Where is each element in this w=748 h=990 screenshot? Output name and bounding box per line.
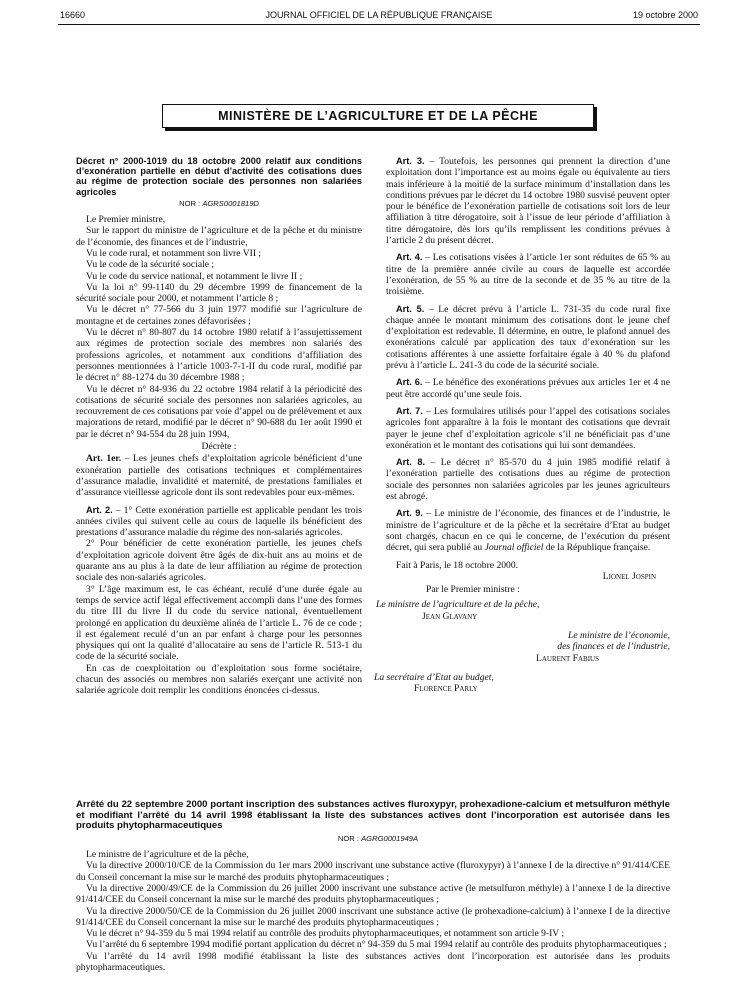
- intro-line: Vu le code rural, et notamment son livre VII ;: [86, 248, 262, 259]
- signatory-eco-title: Le ministre de l’économie,: [568, 629, 670, 641]
- intro-line: Sur le rapport du ministre de l’agriculture et de la pêche et du ministre de l’économie, des finances et de l’industrie,: [76, 225, 362, 248]
- signatory-pm: Lionel Jospin: [602, 570, 656, 582]
- arrete-paragraph: Vu la directive 2000/49/CE de la Commission du 26 juillet 2000 inscrivant une substance active (le metsulfuron méthyle) à l’annexe I de la directive 91/414/CEE du Conseil concernant la mise sur le marché des produits phytopharmaceutiques ;: [76, 882, 670, 906]
- header-rule: [58, 24, 700, 25]
- article-5: Art. 5. – Le décret prévu à l’article L. 731-35 du code rural fixe chaque année le montant minimum des cotisations dont le jeune chef d’exploitation est redevable. Il détermine, en outre, le plafond annuel des exonérations calculé par application des taux d’exonération sur les cotisations afférentes à une assiette forfaitaire égale à 40 % du plafond prévu à l’article L. 241-3 du code de la sécurité sociale.: [386, 303, 670, 372]
- page-header: [60, 8, 698, 22]
- intro-line: Vu la loi n° 99-1140 du 29 décembre 1999 de financement de la sécurité sociale pour 2000, et notamment l’article 8 ;: [76, 281, 362, 305]
- right-column: [374, 156, 670, 695]
- signature-date: Fait à Paris, le 18 octobre 2000.: [396, 559, 519, 571]
- intro-line: Vu le décret n° 84-936 du 22 octobre 1984 relatif à la périodicité des cotisations de sécurité sociale des personnes non salariées agricoles, au recouvrement de ces cotisations par voie d’appel ou de prélèvement et aux majorations de retard, modifié par le décret n° 90-688 du 1er août 1990 et par le décret n° 94-554 du 28 juin 1994,: [76, 383, 362, 440]
- intro-line: Vu le code de la sécurité sociale ;: [86, 259, 215, 271]
- decree-nor: NOR : AGRS0001819D: [179, 198, 259, 208]
- article-3: Art. 3. – Toutefois, les personnes qui prennent la direction d’une exploitation dont l’importance est au moins égale ou équivalente au tiers mais inférieure à la moitié de la surface minimum d’installation dans les conditions prévues par le décret du 14 octobre 1980 susvisé peuvent opter pour le bénéfice de l’exonération partielle de cotisations soit lors de leur affiliation à titre dérogatoire, soit à l’issue de leur période d’affiliation à titre dérogatoire, dès lors qu’ils remplissent les conditions prévues à l’article 2 du présent décret.: [386, 156, 670, 247]
- arrete-paragraph: Vu l’arrêté du 14 avril 1998 modifié établissant la liste des substances actives dont l’incorporation est autorisée dans les produits phytopharmaceutiques.: [76, 950, 670, 974]
- left-column: [76, 156, 362, 697]
- article-2: Art. 2. – 1° Cette exonération partielle est applicable pendant les trois années civiles qui suivent celle au cours de laquelle ils bénéficient des prestations d’assurance maladie du régime des non-salariés agricoles.: [76, 504, 362, 539]
- article-2-paragraph: En cas de coexploitation ou d’exploitation sous forme sociétaire, chacun des associés ou membres non salariés exerçant une activité non salariée agricole doit remplir les conditions énoncées ci-dessus.: [76, 662, 362, 697]
- signatory-eco-title: des finances et de l’industrie,: [557, 641, 670, 653]
- intro-line: Vu le décret n° 80-807 du 14 octobre 1980 relatif à l’assujettissement aux régimes de protection sociale des membres non salariés des professions agricoles, et notamment aux conditions d’affiliation des personnes mentionnées à l’article 1003-7-1-II du code rural, modifié par le décret n° 88-1274 du 30 décembre 1988 ;: [76, 327, 362, 384]
- article-2-paragraph: 3° L’âge maximum est, le cas échéant, reculé d’une durée égale au temps de service actif légal effectivement accompli dans l’une des formes du titre III du livre II du code du service national, éventuellement prolongé en application du deuxième alinéa de l’article L. 76 de ce code ; il est également reculé d’un an par enfant à charge pour les personnes physiques qui ont la qualité d’allocataire au sens de l’article R. 513-1 du code de la sécurité sociale.: [76, 583, 362, 663]
- arrete-paragraph: Le ministre de l’agriculture et de la pêche,: [86, 849, 249, 861]
- article-4: Art. 4. – Les cotisations visées à l’article 1er sont réduites de 65 % au titre de la première année civile au cours de laquelle est accordée l’exonération, de 55 % au titre de la seconde et de 35 % au titre de la troisième.: [386, 252, 670, 298]
- article-6: Art. 6. – Le bénéfice des exonérations prévues aux articles 1er et 4 ne peut être accordé qu’une seule fois.: [386, 377, 670, 400]
- journal-title: JOURNAL OFFICIEL DE LA RÉPUBLIQUE FRANÇAISE: [265, 10, 493, 20]
- page-number: 16660: [60, 10, 86, 20]
- signatory-budget-name: Florence Parly: [414, 683, 478, 695]
- intro-line: Le Premier ministre,: [86, 214, 166, 226]
- intro-line: Vu le décret n° 77-566 du 3 juin 1977 modifié sur l’agriculture de montagne et de certaines zones défavorisées ;: [76, 304, 362, 327]
- ministry-title: MINISTÈRE DE L’AGRICULTURE ET DE LA PÊCHE: [162, 104, 594, 128]
- signatory-agri-title: Le ministre de l’agriculture et de la pêche,: [376, 599, 540, 611]
- article-9: Art. 9. – Le ministre de l’économie, des finances et de l’industrie, le ministre de l’agriculture et de la pêche et la secrétaire d’Etat au budget sont chargés, chacun en ce qui le concerne, de l’exécution du présent décret, qui sera publié au Journal officiel de la République française.: [386, 508, 670, 554]
- signatory-agri-name: Jean Glavany: [422, 610, 478, 622]
- par-premier-ministre: Par le Premier ministre :: [426, 584, 520, 596]
- signatory-budget-title: La secrétaire d’Etat au budget,: [374, 671, 494, 683]
- arrete-paragraph: Vu la directive 2000/10/CE de la Commission du 1er mars 2000 inscrivant une substance active (fluroxypyr) à l’annexe I de la directive n° 91/414/CEE du Conseil concernant la mise sur le marché des produits phytopharmaceutiques ;: [76, 860, 670, 883]
- signatory-eco-name: Laurent Fabius: [536, 652, 599, 664]
- issue-date: 19 octobre 2000: [632, 10, 698, 20]
- article-8: Art. 8. – Le décret n° 85-570 du 4 juin 1985 modifié relatif à l’exonération partielle des cotisations dues au régime de protection sociale des personnes non salariées agricoles par les jeunes agriculteurs est abrogé.: [386, 457, 670, 503]
- article-1: Art. 1er. – Les jeunes chefs d’exploitation agricole bénéficient d’une exonération partielle des cotisations techniques et complémentaires d’assurance maladie, invalidité et maternité, de prestations familiales et d’assurance vieillesse agricole dont ils sont redevables pour eux-mêmes.: [76, 453, 362, 499]
- arrete-section: [76, 800, 670, 973]
- intro-line: Vu le code du service national, et notamment le livre II ;: [86, 270, 303, 282]
- arrete-paragraph: Vu la directive 2000/50/CE de la Commission du 26 juillet 2000 inscrivant une substance active (le prohexadione-calcium) à l’annexe I de la directive 91/414/CEE du Conseil concernant la mise sur le marché des produits phytopharmaceutiques ;: [76, 905, 670, 928]
- decree-title: Décret n° 2000-1019 du 18 octobre 2000 relatif aux conditions d’exonération partielle en début d’activité des cotisations dues au régime de protection sociale des personnes non salariées agricoles: [76, 156, 362, 197]
- arrete-paragraph: Vu l’arrêté du 6 septembre 1994 modifié portant application du décret n° 94-359 du 5 mai 1994 relatif au contrôle des produits phytopharmaceutiques ;: [86, 939, 667, 951]
- arrete-title: Arrêté du 22 septembre 2000 portant inscription des substances actives fluroxypyr, prohexadione-calcium et metsulfuron méthyle et modifiant l’arrêté du 14 avril 1998 établissant la liste des substances actives dont l’incorporation est autorisée dans les produits phytopharmaceutiques: [76, 799, 670, 832]
- article-7: Art. 7. – Les formulaires utilisés pour l’appel des cotisations sociales agricoles font apparaître à la fois le montant des cotisations que devrait payer le jeune chef d’exploitation agricole s’il ne bénéficiait pas d’une exonération et le montant des cotisations qui lui sont demandées.: [386, 405, 670, 451]
- decrete-label: Décrète :: [201, 441, 237, 453]
- arrete-paragraph: Vu le décret n° 94-359 du 5 mai 1994 relatif au contrôle des produits phytopharmaceutiques, et notamment son article 9-IV ;: [86, 928, 565, 940]
- arrete-nor: NOR : AGRG0001949A: [337, 833, 419, 843]
- article-2-paragraph: 2° Pour bénéficier de cette exonération partielle, les jeunes chefs d’exploitation agricole doivent être âgés de dix-huit ans au moins et de quarante ans au plus à la date de leur affiliation au régime de protection sociale des non-salariés agricoles.: [76, 538, 362, 584]
